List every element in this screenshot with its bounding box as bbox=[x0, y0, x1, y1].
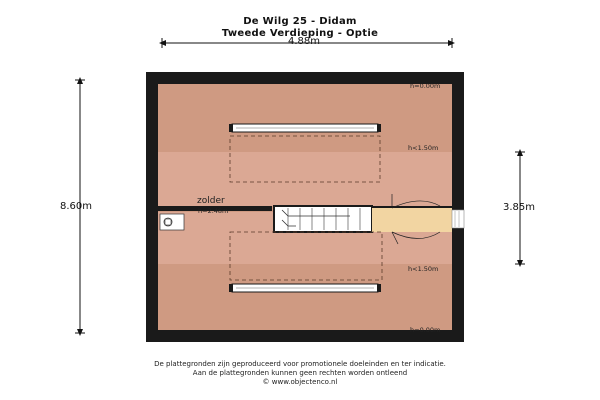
floorplan-title: De Wilg 25 - Didam bbox=[243, 16, 357, 27]
stair-zone-dimension: 3.85m bbox=[503, 202, 536, 213]
copyright-link[interactable]: © www.objectenco.nl bbox=[262, 378, 338, 386]
room-height-label: h=2.48m bbox=[198, 207, 229, 215]
disclaimer-line-2: Aan de plattegronden kunnen geen rechten worden ontleend bbox=[192, 369, 408, 377]
floorplan-subtitle: Tweede Verdieping - Optie bbox=[221, 28, 379, 39]
landing-window bbox=[452, 210, 464, 228]
height-label-bottom: h=0.00m bbox=[410, 326, 441, 334]
disclaimer-line-1: De plattegronden zijn geproduceerd voor promotionele doeleinden en ter indicatie. bbox=[154, 360, 446, 368]
stair-landing bbox=[372, 208, 452, 232]
height-label-top: h=0.00m bbox=[410, 82, 441, 90]
staircase bbox=[274, 206, 372, 232]
height-label-upper: h<1.50m bbox=[408, 144, 439, 152]
disclaimer bbox=[0, 360, 600, 387]
width-dimension: 4.88m bbox=[288, 36, 321, 47]
height-label-lower: h<1.50m bbox=[408, 265, 439, 273]
depth-dimension: 8.60m bbox=[60, 201, 93, 212]
room-label-zolder: zolder bbox=[197, 196, 225, 206]
washing-machine-icon bbox=[160, 214, 184, 230]
